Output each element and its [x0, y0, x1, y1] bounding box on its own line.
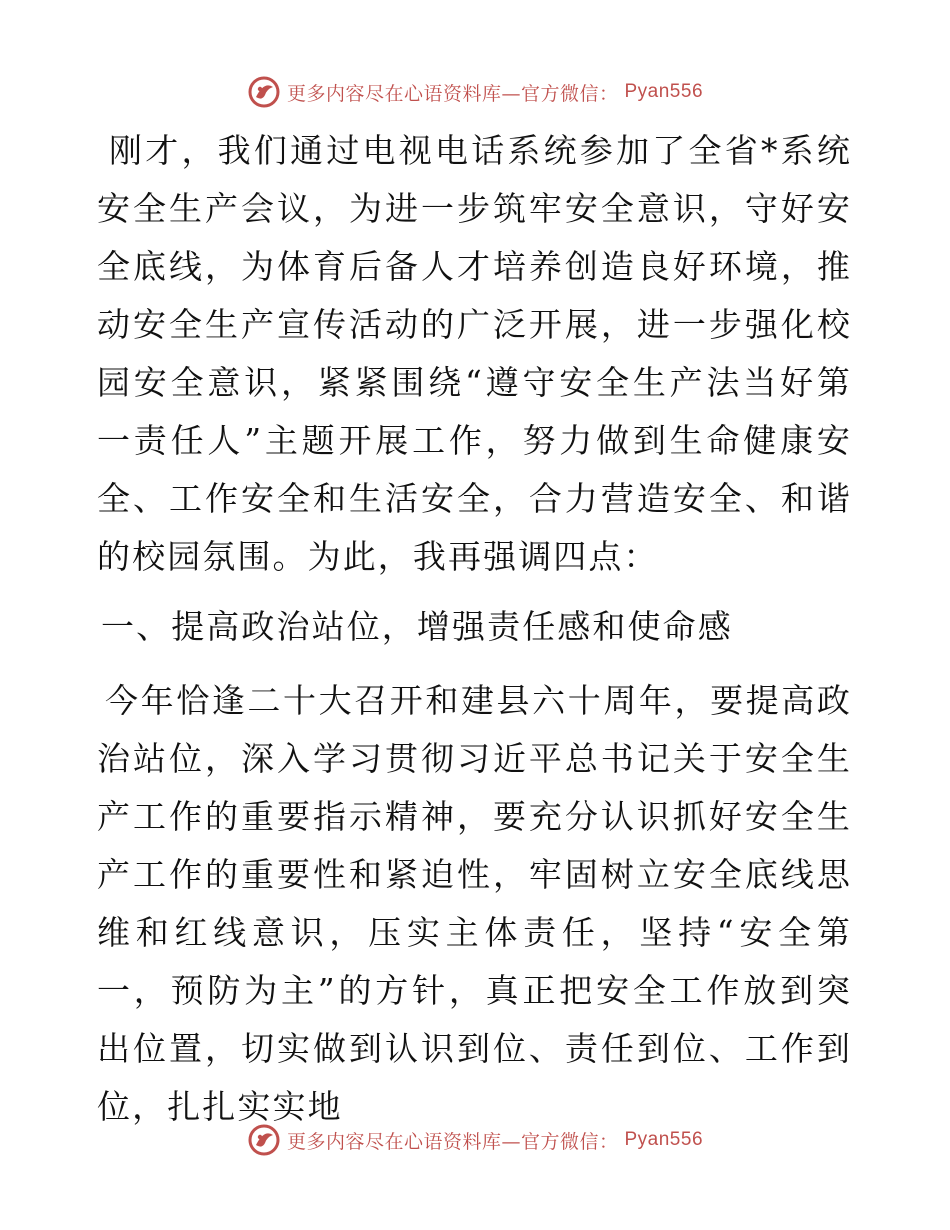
watermark-wechat-id: Pyan556	[624, 1129, 704, 1150]
body-paragraph-1: 刚才，我们通过电视电话系统参加了全省*系统安全生产会议，为进一步筑牢安全意识，守好安全底线，为体育后备人才培养创造良好环境，推动安全生产宣传活动的广泛开展，进一步强化校园安全意识，紧紧围绕“遵守安全生产法当好第一责任人”主题开展工作，努力做到生命健康安全、工作安全和生活安全，合力营造安全、和谐的校园氛围。为此，我再强调四点：	[97, 131, 852, 576]
red-swirl-logo-icon	[247, 75, 281, 109]
body-paragraph-2: 今年恰逢二十大召开和建县六十周年，要提高政治站位，深入学习贯彻习近平总书记关于安全生产工作的重要指示精神，要充分认识抓好安全生产工作的重要性和紧迫性，牢固树立安全底线思维和红线意识，压实主体责任，坚持“安全第一，预防为主”的方针，真正把安全工作放到突出位置，切实做到认识到位、责任到位、工作到位，扎扎实实地	[97, 681, 852, 1126]
section-heading-1: 一、提高政治站位，增强责任感和使命感	[101, 607, 733, 646]
watermark-wechat-id: Pyan556	[624, 81, 704, 102]
watermark-text: 更多内容尽在心语资料库—官方微信：	[286, 82, 619, 105]
footer-watermark	[0, 1120, 950, 1160]
document-body	[97, 122, 852, 1136]
watermark-text: 更多内容尽在心语资料库—官方微信：	[286, 1130, 619, 1153]
red-swirl-logo-icon	[247, 1123, 281, 1157]
header-watermark	[0, 72, 950, 112]
